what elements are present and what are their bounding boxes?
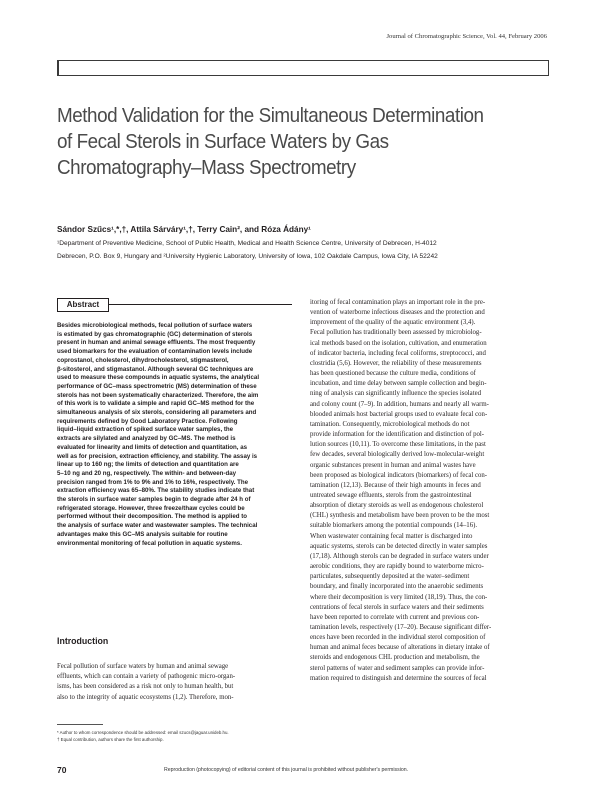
right-column-body (310, 298, 550, 684)
text-line: blooded animals host bacterial groups used to evaluate fecal con- (310, 410, 488, 418)
text-line: few decades, several biologically derived low-molecular-weight (310, 451, 485, 459)
text-line: liquid–liquid extraction of spiked surface water samples, the (57, 426, 234, 434)
text-line: incubation, and time delay between sample collection and begin- (310, 380, 487, 388)
header-band (57, 60, 549, 76)
text-line: ences have been recorded in the individual sterol composition of (310, 634, 486, 642)
text-line: absorption of dietary steroids as well as endogenous cholesterol (310, 502, 484, 510)
text-line: boundary, and finally incorporated into the anaerobic sediments (310, 583, 484, 591)
text-line: steroids and endogenous CHL production and metabolism, the (310, 654, 480, 662)
text-line: refrigerated storage. However, three freeze/thaw cycles could be (57, 504, 245, 512)
text-line: is estimated by gas chromatographic (GC) determination of sterols (57, 330, 253, 338)
text-line: vention of waterborne infectious diseases and the protection and (310, 309, 485, 317)
text-line: clostridia (5,6). However, the reliability of these measurements (310, 359, 482, 367)
footnote-divider (57, 724, 103, 725)
text-line: human and animal feces because of alterations in dietary intake of (310, 644, 490, 652)
text-line: where their decomposition is very limited (18,19). Thus, the con- (310, 593, 488, 601)
text-line: centrations of fecal sterols in surface waters and their sediments (310, 603, 484, 611)
abstract-body (57, 322, 297, 548)
introduction-body (57, 662, 297, 703)
text-line: When wastewater containing fecal matter is discharged into (310, 532, 473, 540)
text-line: particulates, subsequently deposited at the water–sediment (310, 573, 470, 581)
title-line: Method Validation for the Simultaneous Determination (57, 104, 484, 127)
introduction-heading: Introduction (57, 636, 109, 646)
text-line: performance of GC–mass spectrometric (MS) determination of these (57, 382, 257, 390)
footnote: * Author to whom correspondence should be addressed: email szucs@jaguar.unideb.hu. (57, 730, 229, 735)
text-line: lution sources (10,11). To overcome these limitations, in the past (310, 441, 486, 449)
journal-header: Journal of Chromatographic Science, Vol. 44, February 2006 (386, 33, 547, 40)
text-line: improvement of the quality of the aquatic environment (3,4). (310, 319, 476, 327)
title-line: Chromatography–Mass Spectrometry (57, 156, 356, 179)
text-line: effluents, which can contain a variety of pathogenic micro-organ- (57, 673, 236, 681)
text-line: suitable biomarkers among the potential compounds (14–16). (310, 522, 478, 530)
text-line: (17,18). Although sterols can be degraded in surface waters under (310, 552, 489, 560)
affiliation-line: ¹Department of Preventive Medicine, School of Public Health, Medical and Health Science Centre, University of Debrecen, H-4012 (57, 240, 437, 247)
text-line: has been questioned because the culture media, conditions of (310, 370, 476, 378)
text-line: advantages make this GC–MS analysis suitable for routine (57, 530, 228, 538)
text-line: also to the integrity of aquatic ecosystems (1,2). Therefore, mon- (57, 693, 234, 701)
text-line: performed without their decomposition. The method is applied to (57, 513, 248, 521)
text-line: used to measure these compounds in aquatic systems, the analytical (57, 374, 260, 382)
text-line: well as for precision, extraction efficiency, and stability. The assay is (57, 452, 258, 460)
text-line: extraction efficiency was 65–80%. The stability studies indicate that (57, 487, 255, 495)
header-band-edge (57, 61, 59, 75)
text-line: the sterols in surface water samples begin to degrade after 24 h of (57, 496, 251, 504)
text-line: environmental monitoring of fecal pollution in aquatic systems. (57, 539, 242, 547)
text-line: ical methods based on the isolation, cultivation, and enumeration (310, 339, 487, 347)
text-line: sterol patterns of water and sediment samples can provide infor- (310, 664, 485, 672)
text-line: aerobic conditions, they are rapidly bound to waterborne micro- (310, 563, 484, 571)
abstract-heading: Abstract (57, 298, 109, 312)
text-line: tamination levels, respectively (17–20). Because significant differ- (310, 624, 492, 631)
text-line: provide information for the identification and distinction of pol- (310, 431, 485, 439)
text-line: tamination (12,13). Because of their high amounts in feces and (310, 481, 481, 489)
text-line: 5–10 ng and 20 ng, respectively. The within- and between-day (57, 469, 237, 477)
text-line: ning of analysis can significantly influence the species isolated (310, 390, 482, 398)
text-line: have been reported to correlate with current and previous con- (310, 613, 480, 621)
text-line: present in human and animal sewage effluents. The most frequently (57, 339, 256, 347)
text-line: organic substances present in human and animal wastes have (310, 461, 476, 469)
text-line: aquatic systems, sterols can be detected directly in water samples (310, 542, 488, 550)
text-line: coprostanol, cholesterol, dihydrocholesterol, stigmasterol, (57, 356, 229, 364)
text-line: and colony count (7–9). In addition, humans and nearly all warm- (310, 400, 489, 408)
copyright-note: Reproduction (photocopying) of editorial content of this journal is prohibited without publisher's permission. (164, 767, 409, 773)
text-line: evaluated for linearity and limits of detection and quantitation, as (57, 443, 248, 451)
text-line: of this work is to validate a simple and rapid GC–MS method for the (57, 400, 255, 408)
text-line: Besides microbiological methods, fecal pollution of surface waters (57, 322, 253, 329)
abstract-divider (109, 304, 292, 305)
text-line: β-sitosterol, and stigmastanol. Although several GC techniques are (57, 365, 254, 373)
text-line: requirements defined by Good Laboratory Practice. Following (57, 417, 238, 425)
text-line: linear up to 160 ng; the limits of detection and quantitation are (57, 461, 239, 469)
page-number: 70 (57, 765, 67, 775)
text-line: the analysis of surface water and wastewater samples. The technical (57, 522, 258, 530)
text-line: itoring of fecal contamination plays an important role in the pre- (310, 299, 486, 306)
text-line: simultaneous analysis of six sterols, considering all parameters and (57, 409, 257, 417)
article-title (57, 103, 517, 181)
footnotes (57, 729, 229, 743)
text-line: used biomarkers for the evaluation of contamination levels include (57, 348, 253, 356)
text-line: (CHL) synthesis and metabolism have been proven to be the most (310, 512, 490, 520)
text-line: Fecal pollution has traditionally been assessed by microbiolog- (310, 329, 482, 337)
text-line: untreated sewage effluents, sterols from the gastrointestinal (310, 491, 472, 499)
text-line: mation required to distinguish and determine the sources of fecal (310, 674, 487, 682)
author-list: Sándor Szűcs¹,*,†, Attila Sárváry¹,†, Terry Cain², and Róza Ádány¹ (57, 225, 311, 234)
text-line: sterols has not been systematically characterized. Therefore, the aim (57, 391, 259, 399)
text-line: Fecal pollution of surface waters by human and animal sewage (57, 663, 229, 670)
text-line: isms, has been considered as a risk not only to human health, but (57, 683, 234, 691)
text-line: extracts are silylated and analyzed by GC–MS. The method is (57, 435, 236, 443)
text-line: precision ranged from 1% to 9% and 1% to 16%, respectively. The (57, 478, 248, 486)
title-line: of Fecal Sterols in Surface Waters by Gas (57, 130, 389, 153)
text-line: been proposed as biological indicators (biomarkers) of fecal con- (310, 471, 488, 479)
footnote: † Equal contribution, authors share the first authorship. (57, 737, 164, 742)
text-line: of indicator bacteria, including fecal coliforms, streptococci, and (310, 349, 486, 357)
affiliation-line: Debrecen, P.O. Box 9, Hungary and ²University Hygienic Laboratory, University of Iowa, 102 Oakdale Campus, Iowa City, IA 52242 (57, 253, 438, 260)
text-line: tamination. Consequently, microbiological methods do not (310, 420, 470, 428)
